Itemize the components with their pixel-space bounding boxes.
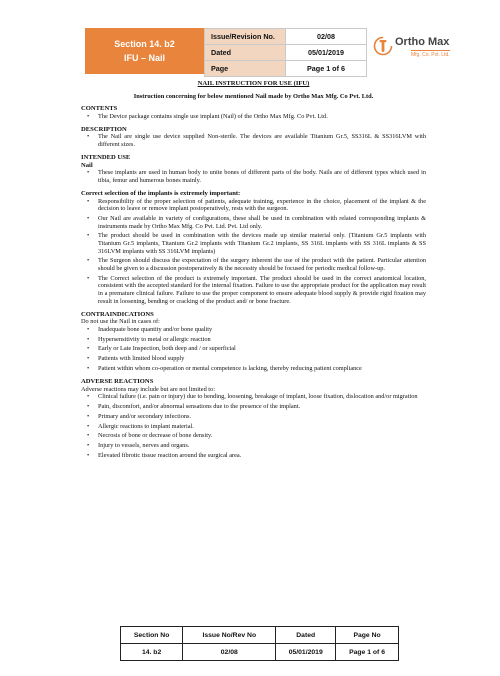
footer-issue-value: 02/08	[183, 644, 276, 661]
description-list	[81, 133, 426, 148]
list-item: • Clinical failure (i.e. pain or injury) due to bending, loosening, breakage of implant, loose fixation, dislocation and/or migration	[98, 393, 426, 401]
list-item: • Injury to vessels, nerves and organs.	[98, 442, 426, 450]
footer-value-row	[121, 644, 399, 661]
footer-page-value: Page 1 of 6	[336, 644, 399, 661]
list-item: • Our Nail are available in variety of configurations, these shall be used in combination with related corresponding implants & instruments made by Ortho Max Mfg. Co Pvt. Ltd. Pvt. Ltd only.	[98, 215, 426, 230]
list-item: • Inadequate bone quantity and/or bone quality	[98, 326, 426, 334]
contents-list	[81, 113, 426, 121]
footer-header-issue: Issue No/Rev No	[183, 627, 276, 644]
list-item: • Early or Late Inspection, both deep and / or superficial	[98, 345, 426, 353]
contraindications-heading: CONTRAINDICATIONS	[81, 310, 154, 318]
description-section	[81, 126, 426, 149]
document-subtitle: Instruction concerning for below mentioned Nail made by Ortho Max Mfg. Co Pvt. Ltd.	[133, 92, 374, 100]
footer-table	[120, 626, 399, 661]
contents-section	[81, 105, 426, 120]
document-name: IFU – Nail	[123, 53, 165, 63]
contraindications-intro: Do not use the Nail in cases of:	[81, 318, 160, 326]
intended-use-list	[81, 169, 426, 184]
intended-use-subheading: Nail	[81, 161, 93, 169]
list-item: • Responsibility of the proper selection of patients, adequate training, experience in the choice, placement of the implant & the decision to leave or remove implant postoperatively, rests with the surgeon.	[98, 198, 426, 213]
document-header	[85, 28, 450, 74]
footer-header-dated: Dated	[276, 627, 336, 644]
list-item: • The Device package contains single use implant (Nail) of the Ortho Max Mfg. Co Pvt. Ltd.	[98, 113, 426, 121]
list-item: • Hypersensitivity to metal or allergic reaction	[98, 336, 426, 344]
list-item: • The product should be used in combination with the devices made up similar material only. (Titanium Gr.5 implants with Titanium Gr.5 implants, Titanium Gr.2 implants with Titanium Gr.2 implants, SS 316L implants with SS 316L implants & SS 316LVM implants with SS 316LVM implants)	[98, 232, 426, 255]
list-item: • Elevated fibrotic tissue reaction around the surgical area.	[98, 452, 426, 460]
page-label: Page	[205, 61, 286, 77]
description-heading: DESCRIPTION	[81, 125, 127, 133]
section-number: Section 14. b2	[114, 39, 175, 49]
section-box	[85, 28, 204, 74]
intended-use-section	[81, 154, 426, 184]
selection-heading: Correct selection of the implants is extremely important:	[81, 190, 241, 198]
list-item: • Pain, discomfort, and/or abnormal sensations due to the presence of the implant.	[98, 403, 426, 411]
company-logo	[373, 34, 453, 70]
document-title: NAIL INSTRUCTION FOR USE (IFU)	[197, 80, 310, 87]
document-body	[81, 80, 426, 465]
selection-list	[81, 198, 426, 305]
footer-header-page: Page No	[336, 627, 399, 644]
footer-header-row	[121, 627, 399, 644]
revision-value: 02/08	[286, 29, 367, 45]
revision-label: Issue/Revision No.	[205, 29, 286, 45]
footer-section-value: 14. b2	[121, 644, 183, 661]
list-item: • Primary and/or secondary infections.	[98, 413, 426, 421]
logo-brand-text: Ortho Max	[395, 36, 450, 48]
footer-dated-value: 05/01/2019	[276, 644, 336, 661]
logo-subtext: Mfg. Co. Pvt. Ltd.	[411, 52, 450, 58]
list-item: • These implants are used in human body to unite bones of different parts of the body. Nails are of different types which used in tibia, femur and humerous bones mainly.	[98, 169, 426, 184]
list-item: • Patient within whom co-operation or mental competence is lacking, thereby reducing patient compliance	[98, 365, 426, 373]
list-item: • The Surgeon should discuss the expectation of the surgery inherent the use of the product with the patient. Particular attention should be given to a discussion postoperatively & the necessity should be focused for periodic medical follow-up.	[98, 257, 426, 272]
dated-row	[205, 45, 367, 61]
adverse-reactions-heading: ADVERSE REACTIONS	[81, 378, 154, 385]
adverse-reactions-intro: Adverse reactions may include but are not limited to:	[81, 385, 215, 393]
ortho-max-logo-mark-icon	[373, 36, 393, 56]
page-row	[205, 61, 367, 77]
adverse-reactions-list	[81, 393, 426, 459]
contents-heading: CONTENTS	[81, 105, 118, 113]
list-item: • Patients with limited blood supply	[98, 355, 426, 363]
intended-use-heading: INTENDED USE	[81, 154, 131, 162]
list-item: • Necrosis of bone or decrease of bone density.	[98, 432, 426, 440]
revision-row	[205, 29, 367, 45]
contraindications-section	[81, 311, 426, 373]
contraindications-list	[81, 326, 426, 373]
page-value: Page 1 of 6	[286, 61, 367, 77]
selection-section	[81, 190, 426, 305]
adverse-reactions-section	[81, 378, 426, 459]
dated-label: Dated	[205, 45, 286, 61]
dated-value: 05/01/2019	[286, 45, 367, 61]
list-item: • The Nail are single use device supplied Non-sterile. The devices are available Titanium Gr.5, SS316L & SS316LVM with different sizes.	[98, 133, 426, 148]
list-item: • The Correct selection of the product is extremely important. The product should be used in the correct anatomical location, consistent with the accepted standard for the internal fixation. Failure to use the appropriate product for the application may result in a premature clinical failure. Failure to use the proper component to ensure adequate blood supply & provide rigid fixation may result in loosening, bending or cracking of the product and/ or bone fracture.	[98, 275, 426, 305]
revision-table	[204, 28, 367, 77]
list-item: • Allergic reactions to implant material.	[98, 423, 426, 431]
footer-header-section: Section No	[121, 627, 183, 644]
